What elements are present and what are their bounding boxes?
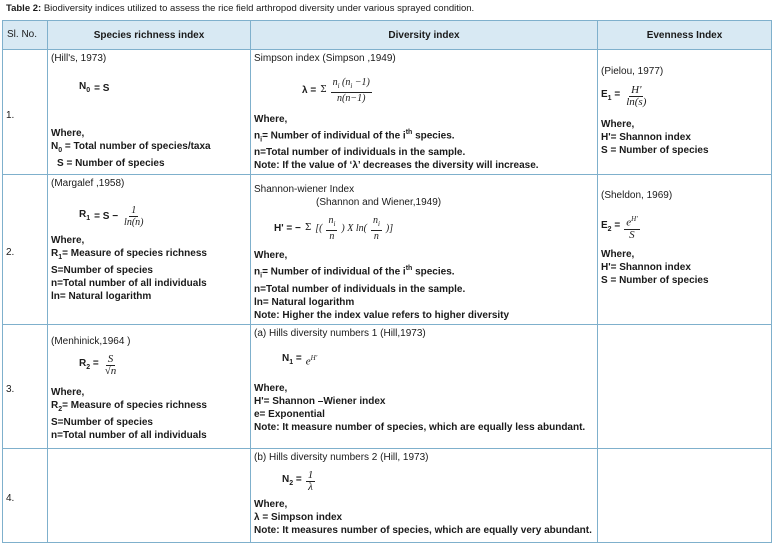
definition: $n_i=$ Number of individual of the $i^{th}$ species. [254,129,455,144]
definition: $N_0$ = Total number of species/taxa [51,141,211,154]
citation: (Hill's, 1973) [51,53,107,64]
where-label: Where, [51,235,85,247]
where-label: Where, [254,498,288,510]
definition: n=Total number of individuals in the sample. [254,147,466,159]
evenness-cell [598,50,772,175]
note: Note: It measure number of species, which are equally less abundant. [254,421,586,433]
definition: n=Total number of all individuals [51,429,207,441]
richness-cell [48,50,251,175]
table-row [3,324,772,448]
citation: (Sheldon, 1969) [601,190,673,202]
citation: Shannon-wiener Index [254,184,355,196]
richness-cell-empty [48,448,251,542]
evenness-cell-empty [598,448,772,542]
pielou-formula: $E_1$ = $\frac{H'}{\ln(s)}$ [601,83,647,108]
where-label: Where, [51,128,85,139]
where-label: Where, [601,119,635,130]
shannon-formula: H' = − Σ [( $\frac{n_i}{n}$ ) X ln( $\frac{n_i}{n}$ )] [274,214,394,242]
definition: H'= Shannon index [601,132,691,143]
definition: S=Number of species [51,416,153,428]
hill-n2-formula: $N_2$ = $\frac{1}{\lambda}$ [282,469,314,494]
note: Note: If the value of ‘λ’ decreases the diversity will increase. [254,160,539,172]
definition: n=Total number of all individuals [51,278,207,290]
where-label: Where, [601,249,635,261]
citation: (Margalef ,1958) [51,178,125,190]
menhinick-formula: $R_2$ = $\frac{S}{√n}$ [79,353,117,378]
table-caption [6,3,474,14]
definition: S = Number of species [601,145,709,156]
where-label: Where, [254,114,288,125]
citation: (a) Hills diversity numbers 1 (Hill,1973) [254,327,426,339]
definition: $R_1=$ Measure of species richness [51,248,207,262]
definition: ln= Natural logarithm [254,296,355,308]
row-number: 1. [3,50,48,175]
definition: H'= Shannon index [601,262,691,274]
citation: (Pielou, 1977) [601,66,664,77]
header-sl: Sl. No. [3,21,48,50]
definition: λ = Simpson index [254,511,343,523]
row-number: 3. [3,324,48,448]
table-row [3,448,772,542]
evenness-cell [598,175,772,324]
definition: S = Number of species [57,158,165,169]
definition: H'= Shannon –Wiener index [254,395,386,407]
definition: $n_i=$ Number of individual of the $i^{th}$ species. [254,265,455,280]
caption-label: Table 2: [6,3,42,14]
where-label: Where, [254,382,288,394]
citation: (Menhinick,1964 ) [51,335,131,347]
sheldon-formula: $E_2$ = $\frac{e^{H'}}{S}$ [601,215,638,241]
definition: $R_2=$ Measure of species richness [51,399,207,413]
header-richness: Species richness index [48,21,251,50]
definition: S=Number of species [51,265,153,277]
citation: Simpson index (Simpson ,1949) [254,53,396,64]
row-number: 2. [3,175,48,324]
hill-n1-formula: $N_1$ = $e^{H'}$ [282,353,318,368]
diversity-cell [251,324,598,448]
note: Note: Higher the index value refers to higher diversity [254,309,510,321]
table-row [3,175,772,324]
where-label: Where, [51,386,85,398]
header-diversity: Diversity index [251,21,598,50]
definition: e= Exponential [254,408,325,420]
richness-cell [48,324,251,448]
richness-cell [48,175,251,324]
evenness-cell-empty [598,324,772,448]
definition: ln= Natural logarithm [51,291,152,303]
citation: (b) Hills diversity numbers 2 (Hill, 1973) [254,451,429,463]
table-row [3,50,772,175]
diversity-cell [251,50,598,175]
formula: $N_0$ = S [79,80,110,94]
note: Note: It measures number of species, which are equally very abundant. [254,524,592,536]
header-evenness: Evenness Index [598,21,772,50]
margalef-formula: $R_1$ = S − $\frac{1}{\ln(n)}$ [79,204,144,228]
definition: n=Total number of individuals in the sample. [254,283,466,295]
diversity-cell [251,448,598,542]
where-label: Where, [254,250,288,262]
row-number: 4. [3,448,48,542]
diversity-cell [251,175,598,324]
indices-table [2,20,772,543]
caption-text: Biodiversity indices utilized to assess the rice field arthropod diversity under various sprayed condition. [43,3,475,14]
definition: S = Number of species [601,275,709,287]
header-row [3,21,772,50]
citation: (Shannon and Wiener,1949) [316,197,442,209]
simpson-formula: λ = Σ $\frac{n_i (n_i -1)}{n(n-1)}$ [302,76,370,104]
